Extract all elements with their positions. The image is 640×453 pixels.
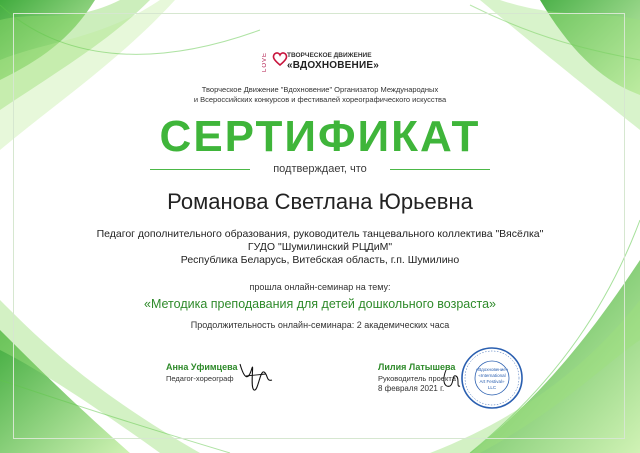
logo-wordmark: «ВДОХНОВЕНИЕ» [287, 60, 379, 71]
signatory-left-name: Анна Уфимцева [166, 362, 238, 372]
stamp-line-3: Art Festival» [479, 379, 505, 384]
signatory-left-role: Педагог-хореограф [166, 374, 234, 383]
organization-stamp [460, 346, 524, 410]
organizer-line-2: и Всероссийских конкурсов и фестивалей хореографического искусства [193, 95, 447, 104]
signatory-right-role: Руководитель проекта [378, 374, 456, 383]
stamp-line-2: «International [478, 373, 506, 378]
recipient-name: Романова Светлана Юрьевна [167, 189, 473, 214]
certificate-subtitle: подтверждает, что [273, 163, 367, 175]
organizer-text [0, 85, 640, 105]
description-line-2: ГУДО "Шумилинский РЦДиМ" [247, 241, 393, 253]
signature-left [236, 358, 276, 394]
passed-seminar-text: прошла онлайн-семинар на тему: [249, 282, 391, 292]
certificate-date: 8 февраля 2021 г. [378, 384, 445, 393]
stamp-line-1: «Вдохновение» [475, 367, 509, 372]
seminar-duration: Продолжительность онлайн-семинара: 2 академических часа [190, 320, 450, 330]
description-line-1: Педагог дополнительного образования, руководитель танцевального коллектива "Вясёлка" [96, 228, 544, 240]
description-line-3: Республика Беларусь, Витебская область, г.п. Шумилино [180, 254, 460, 266]
heart-icon [272, 51, 288, 67]
vdohnovenie-logo [262, 50, 382, 76]
certificate-title: СЕРТИФИКАТ [159, 112, 481, 161]
organizer-line-1: Творческое Движение "Вдохновение" Организатор Международных [201, 85, 439, 94]
logo-tagline: ТВОРЧЕСКОЕ ДВИЖЕНИЕ [287, 52, 372, 59]
recipient-description [0, 228, 640, 267]
signature-right [440, 366, 462, 392]
certificate-border [13, 13, 625, 439]
logo-love-text: LOVE [262, 52, 268, 73]
stamp-line-4: LLC [487, 385, 497, 390]
signatory-right-name: Лилия Латышева [378, 362, 456, 372]
seminar-topic: «Методика преподавания для детей дошкольного возраста» [144, 297, 496, 311]
